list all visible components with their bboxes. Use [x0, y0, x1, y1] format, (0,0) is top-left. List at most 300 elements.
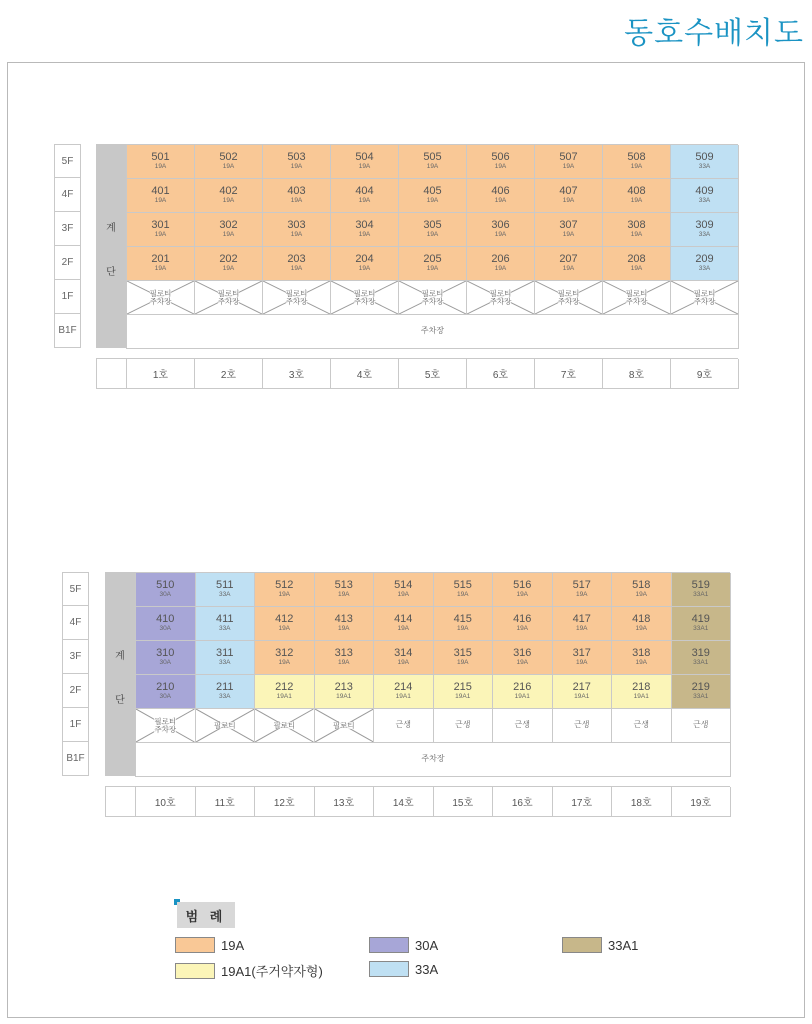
line-number: 7호 — [535, 359, 603, 389]
unit-cell — [315, 675, 375, 709]
legend-item — [369, 937, 438, 953]
unit-type: 19A — [290, 264, 303, 272]
piloti-label: 필로티 — [332, 720, 355, 730]
unit-type: 19A1 — [395, 692, 411, 700]
line-number: 9호 — [671, 359, 739, 389]
unit-cell — [493, 641, 553, 675]
unit-type: 33A1 — [693, 624, 709, 632]
unit-number: 311 — [215, 647, 234, 660]
basement-parking: 주차장 — [136, 743, 731, 777]
unit-cell — [195, 145, 263, 179]
unit-cell — [671, 247, 739, 281]
unit-type: 33A — [218, 590, 231, 598]
unit-type: 33A — [698, 264, 711, 272]
stair-label: 단 — [115, 694, 125, 706]
unit-number: 301 — [151, 219, 170, 232]
unit-type: 19A — [426, 196, 439, 204]
unit-cell — [467, 145, 535, 179]
unit-number: 219 — [691, 681, 710, 694]
unit-type: 19A — [516, 624, 529, 632]
unit-type: 33A — [218, 692, 231, 700]
unit-type: 33A1 — [693, 692, 709, 700]
piloti-cell — [467, 281, 535, 315]
unit-cell — [331, 213, 399, 247]
legend-title: 범 례 — [177, 902, 235, 928]
unit-type: 19A — [575, 658, 588, 666]
legend-label: 19A1(주거약자형) — [221, 964, 323, 979]
unit-number: 508 — [627, 151, 646, 164]
unit-type: 19A — [562, 162, 575, 170]
unit-number: 310 — [156, 647, 175, 660]
unit-type: 19A — [630, 196, 643, 204]
unit-number: 513 — [334, 579, 353, 592]
unit-cell — [136, 607, 196, 641]
unit-type: 19A — [278, 658, 291, 666]
unit-type: 19A — [456, 624, 469, 632]
unit-number: 405 — [423, 185, 442, 198]
unit-number: 217 — [572, 681, 591, 694]
unit-number: 514 — [394, 579, 413, 592]
shop-cell: 근생 — [672, 709, 732, 743]
unit-number: 302 — [219, 219, 238, 232]
line-number: 6호 — [467, 359, 535, 389]
unit-cell — [603, 179, 671, 213]
unit-type: 19A1 — [574, 692, 590, 700]
legend-item — [369, 961, 438, 977]
unit-type: 19A — [426, 230, 439, 238]
unit-type: 19A — [154, 264, 167, 272]
unit-number: 204 — [355, 253, 374, 266]
unit-type: 19A — [494, 230, 507, 238]
line-number-blank — [97, 359, 127, 389]
piloti-label: 필로티 주차장 — [489, 288, 512, 306]
floor-label: 3F — [62, 640, 89, 674]
unit-cell — [493, 675, 553, 709]
unit-type: 19A — [494, 264, 507, 272]
unit-number: 215 — [453, 681, 472, 694]
piloti-label: 필로티 주차장 — [557, 288, 580, 306]
unit-type: 19A — [337, 658, 350, 666]
unit-type: 19A — [358, 196, 371, 204]
piloti-label: 필로티 주차장 — [149, 288, 172, 306]
unit-type: 19A — [290, 162, 303, 170]
unit-cell — [263, 247, 331, 281]
unit-type: 19A1 — [455, 692, 471, 700]
basement-parking: 주차장 — [127, 315, 739, 349]
line-number: 8호 — [603, 359, 671, 389]
unit-cell — [315, 607, 375, 641]
floor-label: 2F — [54, 246, 81, 280]
legend-item — [175, 961, 323, 980]
unit-number: 411 — [215, 613, 234, 626]
unit-type: 19A — [337, 590, 350, 598]
piloti-cell — [331, 281, 399, 315]
line-number: 14호 — [374, 787, 434, 817]
unit-cell — [434, 641, 494, 675]
unit-cell — [671, 213, 739, 247]
unit-number: 401 — [151, 185, 170, 198]
building1-line-numbers — [96, 358, 738, 389]
unit-cell — [374, 675, 434, 709]
unit-number: 403 — [287, 185, 306, 198]
unit-type: 19A — [630, 264, 643, 272]
unit-type: 19A — [397, 658, 410, 666]
floor-label: 1F — [62, 708, 89, 742]
unit-number: 412 — [275, 613, 294, 626]
unit-number: 413 — [334, 613, 353, 626]
legend-swatch — [175, 937, 215, 953]
unit-type: 19A — [635, 624, 648, 632]
line-number: 2호 — [195, 359, 263, 389]
unit-number: 214 — [394, 681, 413, 694]
unit-number: 512 — [275, 579, 294, 592]
legend-item — [562, 937, 638, 953]
unit-cell — [374, 573, 434, 607]
legend-item — [175, 937, 244, 953]
legend-label: 19A — [221, 937, 245, 953]
building1-floor-labels — [54, 144, 81, 348]
unit-type: 33A — [218, 658, 231, 666]
page-title: 동호수배치도 — [624, 16, 804, 51]
line-number: 17호 — [553, 787, 613, 817]
unit-cell — [263, 213, 331, 247]
unit-type: 19A — [397, 590, 410, 598]
floor-label: 4F — [62, 606, 89, 640]
unit-cell — [196, 675, 256, 709]
unit-cell — [331, 179, 399, 213]
unit-number: 312 — [275, 647, 294, 660]
piloti-cell — [315, 709, 375, 743]
unit-type: 33A — [698, 196, 711, 204]
unit-cell — [399, 213, 467, 247]
unit-number: 207 — [559, 253, 578, 266]
piloti-label: 필로티 주차장 — [693, 288, 716, 306]
unit-type: 33A1 — [693, 658, 709, 666]
unit-type: 19A — [358, 264, 371, 272]
unit-type: 19A — [154, 230, 167, 238]
piloti-label: 필로티 주차장 — [217, 288, 240, 306]
unit-cell — [127, 247, 195, 281]
piloti-cell — [127, 281, 195, 315]
unit-type: 19A — [154, 162, 167, 170]
unit-cell — [374, 607, 434, 641]
floor-label: B1F — [62, 742, 89, 776]
line-number: 1호 — [127, 359, 195, 389]
unit-number: 415 — [453, 613, 472, 626]
floor-label: 2F — [62, 674, 89, 708]
unit-number: 210 — [156, 681, 175, 694]
unit-cell — [399, 145, 467, 179]
piloti-cell — [399, 281, 467, 315]
unit-number: 509 — [695, 151, 714, 164]
unit-type: 19A1 — [276, 692, 292, 700]
unit-number: 201 — [151, 253, 170, 266]
line-number: 5호 — [399, 359, 467, 389]
unit-cell — [331, 145, 399, 179]
unit-cell — [612, 641, 672, 675]
piloti-cell — [195, 281, 263, 315]
unit-type: 30A — [159, 658, 172, 666]
unit-cell — [255, 641, 315, 675]
unit-type: 33A — [698, 162, 711, 170]
unit-cell — [136, 675, 196, 709]
unit-number: 308 — [627, 219, 646, 232]
unit-type: 19A — [278, 624, 291, 632]
unit-type: 19A1 — [514, 692, 530, 700]
building2-stair — [105, 572, 135, 776]
floor-label: 1F — [54, 280, 81, 314]
unit-cell — [535, 247, 603, 281]
unit-number: 307 — [559, 219, 578, 232]
unit-cell — [263, 145, 331, 179]
piloti-cell — [263, 281, 331, 315]
unit-number: 317 — [572, 647, 591, 660]
unit-number: 402 — [219, 185, 238, 198]
unit-number: 416 — [513, 613, 532, 626]
unit-type: 19A — [426, 162, 439, 170]
line-number: 3호 — [263, 359, 331, 389]
unit-type: 19A — [575, 590, 588, 598]
piloti-label: 필로티 주차장 — [625, 288, 648, 306]
unit-type: 30A — [159, 692, 172, 700]
unit-number: 206 — [491, 253, 510, 266]
unit-type: 30A — [159, 624, 172, 632]
unit-number: 507 — [559, 151, 578, 164]
unit-cell — [127, 179, 195, 213]
unit-number: 417 — [572, 613, 591, 626]
legend-swatch — [562, 937, 602, 953]
floor-label: 5F — [62, 572, 89, 606]
piloti-label: 필로티 주차장 — [154, 716, 177, 734]
unit-type: 19A — [456, 590, 469, 598]
unit-type: 19A — [222, 162, 235, 170]
unit-type: 19A1 — [336, 692, 352, 700]
line-number: 13호 — [315, 787, 375, 817]
piloti-cell — [671, 281, 739, 315]
unit-type: 19A — [222, 230, 235, 238]
unit-type: 33A1 — [693, 590, 709, 598]
floor-label: 5F — [54, 144, 81, 178]
unit-number: 205 — [423, 253, 442, 266]
line-number: 19호 — [672, 787, 732, 817]
unit-type: 19A — [456, 658, 469, 666]
unit-type: 19A — [222, 196, 235, 204]
building1-unit-grid — [126, 144, 738, 349]
unit-number: 314 — [394, 647, 413, 660]
unit-number: 505 — [423, 151, 442, 164]
unit-number: 516 — [513, 579, 532, 592]
unit-cell — [196, 641, 256, 675]
unit-number: 306 — [491, 219, 510, 232]
unit-type: 19A — [290, 230, 303, 238]
unit-cell — [374, 641, 434, 675]
piloti-label: 필로티 주차장 — [285, 288, 308, 306]
unit-cell — [315, 573, 375, 607]
unit-number: 504 — [355, 151, 374, 164]
unit-number: 319 — [691, 647, 710, 660]
unit-type: 19A — [290, 196, 303, 204]
unit-type: 19A — [562, 230, 575, 238]
unit-type: 19A — [635, 658, 648, 666]
building2-line-numbers — [105, 786, 730, 817]
unit-cell — [127, 145, 195, 179]
unit-cell — [399, 247, 467, 281]
piloti-cell — [255, 709, 315, 743]
unit-number: 419 — [691, 613, 710, 626]
line-number-blank — [106, 787, 136, 817]
unit-number: 316 — [513, 647, 532, 660]
unit-cell — [196, 573, 256, 607]
unit-cell — [195, 213, 263, 247]
unit-number: 410 — [156, 613, 175, 626]
unit-type: 19A — [358, 230, 371, 238]
unit-cell — [331, 247, 399, 281]
unit-type: 30A — [159, 590, 172, 598]
unit-type: 19A1 — [633, 692, 649, 700]
legend-swatch — [369, 961, 409, 977]
unit-number: 406 — [491, 185, 510, 198]
unit-number: 216 — [513, 681, 532, 694]
shop-cell: 근생 — [553, 709, 613, 743]
unit-type: 19A — [630, 230, 643, 238]
unit-cell — [671, 179, 739, 213]
unit-type: 19A — [154, 196, 167, 204]
unit-number: 502 — [219, 151, 238, 164]
unit-number: 418 — [632, 613, 651, 626]
line-number: 4호 — [331, 359, 399, 389]
unit-type: 19A — [635, 590, 648, 598]
unit-number: 209 — [695, 253, 714, 266]
unit-cell — [535, 213, 603, 247]
unit-cell — [467, 247, 535, 281]
unit-cell — [493, 607, 553, 641]
unit-cell — [553, 573, 613, 607]
unit-number: 318 — [632, 647, 651, 660]
unit-type: 19A — [358, 162, 371, 170]
unit-cell — [612, 573, 672, 607]
unit-cell — [671, 145, 739, 179]
unit-type: 19A — [222, 264, 235, 272]
unit-cell — [434, 573, 494, 607]
unit-type: 19A — [494, 196, 507, 204]
unit-number: 518 — [632, 579, 651, 592]
unit-number: 414 — [394, 613, 413, 626]
floor-label: 3F — [54, 212, 81, 246]
unit-type: 33A — [698, 230, 711, 238]
unit-cell — [434, 607, 494, 641]
unit-cell — [196, 607, 256, 641]
legend-label: 30A — [415, 937, 439, 953]
unit-number: 501 — [151, 151, 170, 164]
unit-type: 19A — [516, 658, 529, 666]
unit-type: 19A — [278, 590, 291, 598]
piloti-label: 필로티 주차장 — [421, 288, 444, 306]
legend-swatch — [175, 963, 215, 979]
unit-cell — [672, 607, 732, 641]
line-number: 18호 — [612, 787, 672, 817]
piloti-label: 필로티 주차장 — [353, 288, 376, 306]
unit-cell — [399, 179, 467, 213]
unit-cell — [612, 675, 672, 709]
unit-number: 511 — [215, 579, 234, 592]
piloti-label: 필로티 — [273, 720, 296, 730]
unit-type: 19A — [494, 162, 507, 170]
building1-stair — [96, 144, 126, 348]
unit-type: 19A — [562, 196, 575, 204]
unit-cell — [315, 641, 375, 675]
unit-number: 409 — [695, 185, 714, 198]
unit-type: 19A — [337, 624, 350, 632]
unit-type: 33A — [218, 624, 231, 632]
unit-number: 315 — [453, 647, 472, 660]
legend-label: 33A — [415, 961, 439, 977]
unit-number: 408 — [627, 185, 646, 198]
unit-number: 309 — [695, 219, 714, 232]
unit-number: 213 — [334, 681, 353, 694]
unit-cell — [535, 179, 603, 213]
unit-number: 212 — [275, 681, 294, 694]
floor-label: 4F — [54, 178, 81, 212]
unit-number: 202 — [219, 253, 238, 266]
unit-cell — [136, 641, 196, 675]
unit-cell — [467, 179, 535, 213]
unit-number: 515 — [453, 579, 472, 592]
unit-number: 208 — [627, 253, 646, 266]
building2-unit-grid — [135, 572, 730, 777]
unit-type: 19A — [397, 624, 410, 632]
stair-label: 계 — [115, 650, 125, 662]
unit-type: 19A — [516, 590, 529, 598]
stair-label: 계 — [106, 222, 116, 234]
unit-cell — [553, 641, 613, 675]
unit-cell — [603, 145, 671, 179]
unit-cell — [603, 247, 671, 281]
unit-cell — [603, 213, 671, 247]
floor-label: B1F — [54, 314, 81, 348]
unit-number: 313 — [334, 647, 353, 660]
legend-label: 33A1 — [608, 937, 639, 953]
unit-cell — [553, 607, 613, 641]
unit-type: 19A — [575, 624, 588, 632]
shop-cell: 근생 — [434, 709, 494, 743]
legend-swatch — [369, 937, 409, 953]
piloti-cell — [196, 709, 256, 743]
unit-cell — [434, 675, 494, 709]
unit-cell — [535, 145, 603, 179]
unit-cell — [127, 213, 195, 247]
unit-number: 404 — [355, 185, 374, 198]
unit-number: 506 — [491, 151, 510, 164]
building2-floor-labels — [62, 572, 89, 776]
shop-cell: 근생 — [374, 709, 434, 743]
unit-number: 517 — [572, 579, 591, 592]
unit-type: 19A — [562, 264, 575, 272]
unit-cell — [672, 641, 732, 675]
unit-cell — [255, 675, 315, 709]
unit-number: 510 — [156, 579, 175, 592]
unit-cell — [493, 573, 553, 607]
piloti-label: 필로티 — [213, 720, 236, 730]
unit-cell — [553, 675, 613, 709]
unit-number: 303 — [287, 219, 306, 232]
unit-cell — [136, 573, 196, 607]
unit-cell — [672, 675, 732, 709]
unit-cell — [263, 179, 331, 213]
unit-number: 304 — [355, 219, 374, 232]
unit-number: 218 — [632, 681, 651, 694]
shop-cell: 근생 — [493, 709, 553, 743]
line-number: 11호 — [196, 787, 256, 817]
